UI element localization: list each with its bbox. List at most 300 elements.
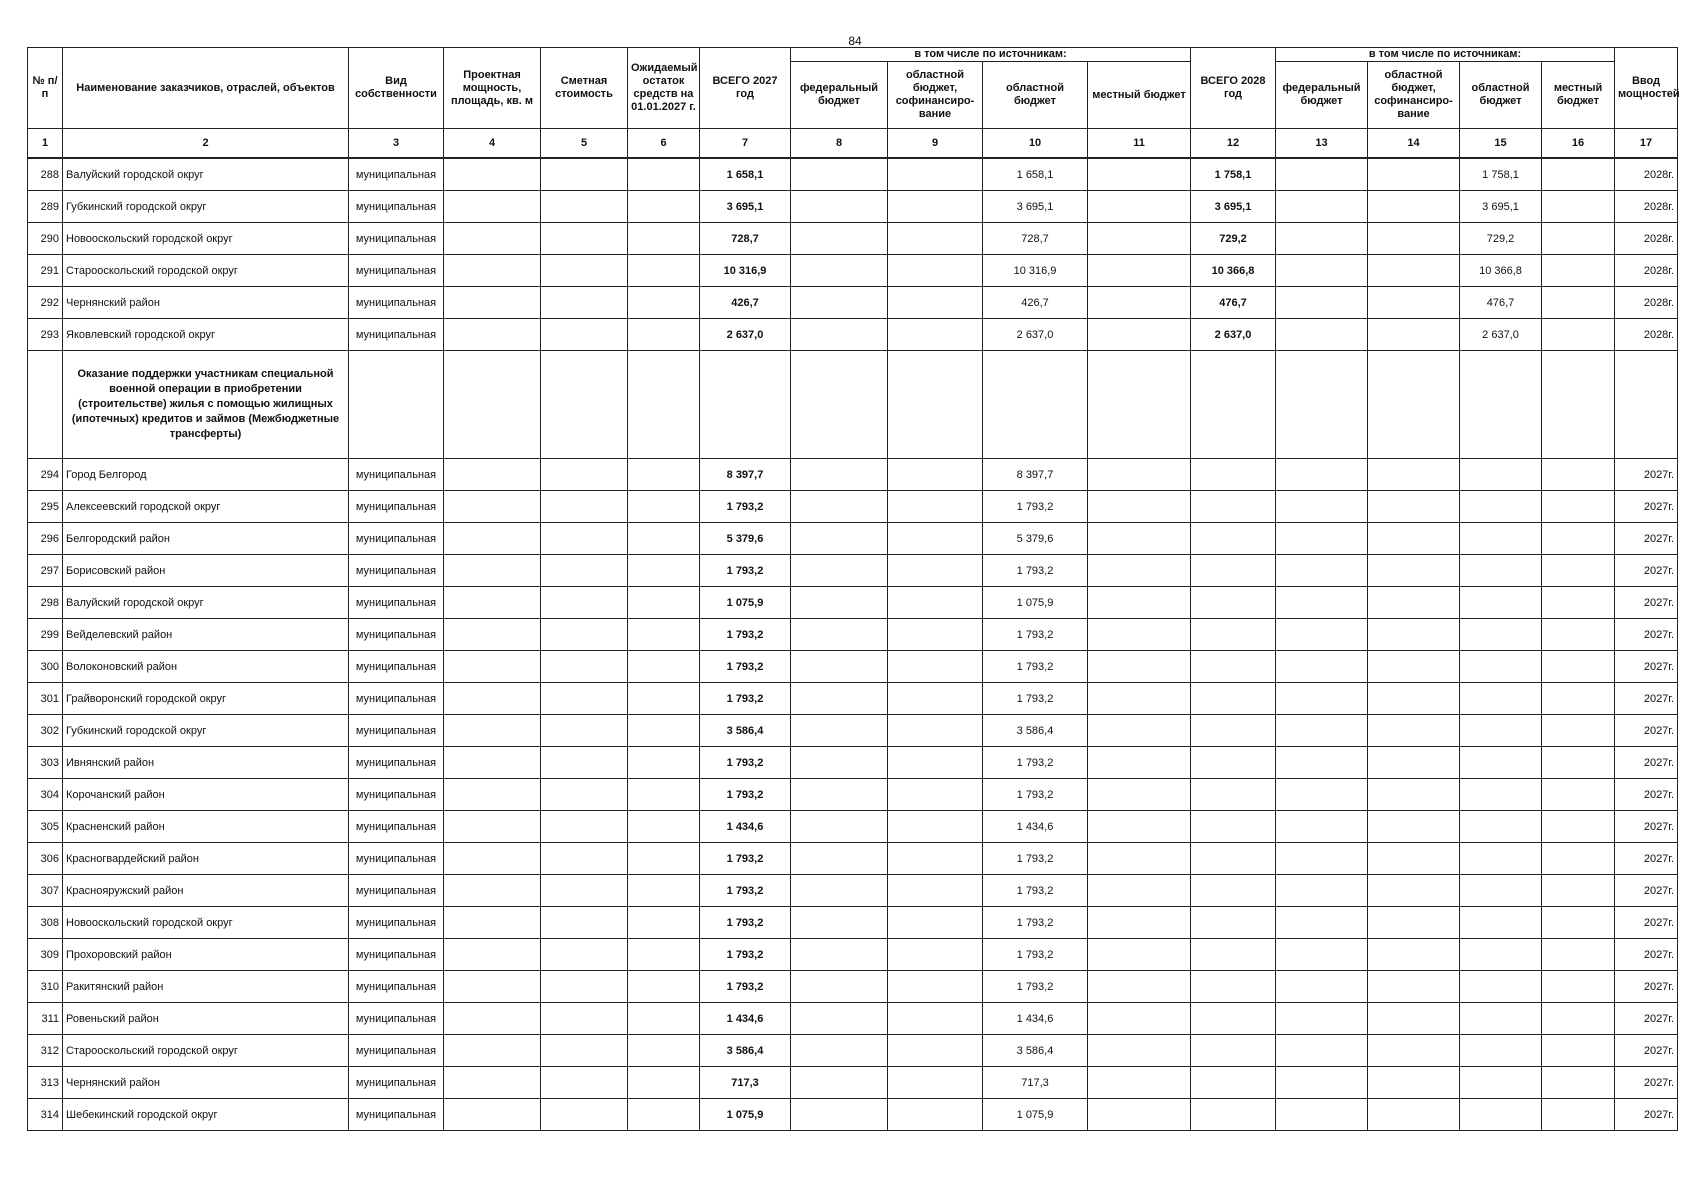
row-local-2027: [1088, 287, 1191, 319]
row-cofinancing-2027: [888, 971, 983, 1003]
col-number: 10: [983, 129, 1088, 159]
row-federal-2028: [1276, 223, 1368, 255]
row-estimated-cost: [541, 971, 628, 1003]
row-regional-2028: [1460, 875, 1542, 907]
row-cofinancing-2028: [1368, 523, 1460, 555]
row-commissioning: 2027г.: [1615, 651, 1678, 683]
row-cofinancing-2028: [1368, 651, 1460, 683]
table-row: [28, 619, 1678, 651]
row-regional-2027: 1 793,2: [983, 619, 1088, 651]
row-regional-2027: 1 793,2: [983, 491, 1088, 523]
row-total-2027: 1 075,9: [700, 1099, 791, 1131]
row-total-2027: 1 793,2: [700, 555, 791, 587]
row-total-2028: [1191, 523, 1276, 555]
row-federal-2028: [1276, 907, 1368, 939]
row-expected-balance: [628, 1067, 700, 1099]
row-local-2028: [1542, 491, 1615, 523]
row-cofinancing-2028: [1368, 491, 1460, 523]
col-header-expected-balance: Ожидаемый остаток средств на 01.01.2027 г.: [628, 48, 700, 129]
row-federal-2027: [791, 587, 888, 619]
row-capacity: [444, 651, 541, 683]
row-expected-balance: [628, 779, 700, 811]
row-expected-balance: [628, 555, 700, 587]
row-local-2028: [1542, 1099, 1615, 1131]
row-regional-2027: 426,7: [983, 287, 1088, 319]
row-regional-2027: 10 316,9: [983, 255, 1088, 287]
row-name: Чернянский район: [63, 1067, 349, 1099]
row-cofinancing-2027: [888, 459, 983, 491]
row-expected-balance: [628, 747, 700, 779]
row-federal-2027: [791, 875, 888, 907]
row-cofinancing-2027: [888, 715, 983, 747]
row-federal-2027: [791, 158, 888, 191]
row-commissioning: 2027г.: [1615, 811, 1678, 843]
row-total-2028: [1191, 907, 1276, 939]
row-cofinancing-2027: [888, 907, 983, 939]
row-total-2027: 1 793,2: [700, 843, 791, 875]
row-total-2027: 3 586,4: [700, 715, 791, 747]
row-number: 303: [28, 747, 63, 779]
row-federal-2027: [791, 1099, 888, 1131]
row-total-2027: 1 793,2: [700, 875, 791, 907]
row-expected-balance: [628, 287, 700, 319]
row-expected-balance: [628, 811, 700, 843]
row-regional-2027: 1 793,2: [983, 555, 1088, 587]
row-capacity: [444, 843, 541, 875]
row-estimated-cost: [541, 223, 628, 255]
row-expected-balance: [628, 223, 700, 255]
row-capacity: [444, 971, 541, 1003]
row-estimated-cost: [541, 587, 628, 619]
row-name: Новооскольский городской округ: [63, 907, 349, 939]
row-local-2027: [1088, 319, 1191, 351]
row-estimated-cost: [541, 319, 628, 351]
row-local-2028: [1542, 619, 1615, 651]
table-row: [28, 223, 1678, 255]
row-ownership: муниципальная: [349, 287, 444, 319]
row-expected-balance: [628, 939, 700, 971]
row-local-2028: [1542, 779, 1615, 811]
row-commissioning: 2027г.: [1615, 1003, 1678, 1035]
row-total-2028: [1191, 875, 1276, 907]
row-local-2027: [1088, 1067, 1191, 1099]
row-federal-2028: [1276, 683, 1368, 715]
row-name: Белгородский район: [63, 523, 349, 555]
row-local-2027: [1088, 619, 1191, 651]
row-estimated-cost: [541, 907, 628, 939]
row-expected-balance: [628, 715, 700, 747]
row-cofinancing-2027: [888, 779, 983, 811]
row-regional-2027: 1 075,9: [983, 1099, 1088, 1131]
row-federal-2028: [1276, 811, 1368, 843]
row-regional-2027: 3 586,4: [983, 715, 1088, 747]
row-total-2028: 2 637,0: [1191, 319, 1276, 351]
row-total-2027: 1 793,2: [700, 779, 791, 811]
row-cofinancing-2027: [888, 1067, 983, 1099]
row-capacity: [444, 491, 541, 523]
row-total-2027: 426,7: [700, 287, 791, 319]
row-name: Корочанский район: [63, 779, 349, 811]
col-header-local-2028: местный бюджет: [1542, 62, 1615, 129]
row-number: 293: [28, 319, 63, 351]
group-header-sources-2027: в том числе по источникам:: [791, 48, 1191, 62]
row-name: Борисовский район: [63, 555, 349, 587]
row-number: 291: [28, 255, 63, 287]
row-federal-2027: [791, 747, 888, 779]
row-commissioning: 2027г.: [1615, 1067, 1678, 1099]
row-total-2027: 1 793,2: [700, 491, 791, 523]
row-estimated-cost: [541, 683, 628, 715]
row-capacity: [444, 555, 541, 587]
row-regional-2027: 1 793,2: [983, 907, 1088, 939]
row-name: Ракитянский район: [63, 971, 349, 1003]
row-regional-2028: [1460, 1003, 1542, 1035]
table-row: [28, 1035, 1678, 1067]
row-local-2028: [1542, 939, 1615, 971]
row-local-2028: [1542, 747, 1615, 779]
row-regional-2027: 1 434,6: [983, 811, 1088, 843]
row-total-2027: 1 793,2: [700, 907, 791, 939]
row-ownership: муниципальная: [349, 747, 444, 779]
row-cofinancing-2027: [888, 491, 983, 523]
row-federal-2027: [791, 1067, 888, 1099]
row-name: Красненский район: [63, 811, 349, 843]
row-number: 308: [28, 907, 63, 939]
row-total-2027: 1 658,1: [700, 158, 791, 191]
row-regional-2028: [1460, 587, 1542, 619]
header-row-groups: [28, 48, 1678, 62]
row-local-2028: [1542, 223, 1615, 255]
row-total-2027: 8 397,7: [700, 459, 791, 491]
row-federal-2028: [1276, 587, 1368, 619]
row-federal-2027: [791, 255, 888, 287]
row-federal-2028: [1276, 619, 1368, 651]
row-commissioning: 2027г.: [1615, 683, 1678, 715]
row-cofinancing-2027: [888, 747, 983, 779]
budget-table: [27, 47, 1678, 1131]
row-cofinancing-2028: [1368, 587, 1460, 619]
row-cofinancing-2027: [888, 255, 983, 287]
row-regional-2028: 476,7: [1460, 287, 1542, 319]
col-number: 8: [791, 129, 888, 159]
row-ownership: муниципальная: [349, 459, 444, 491]
row-cofinancing-2027: [888, 651, 983, 683]
row-number: 309: [28, 939, 63, 971]
row-total-2027: 728,7: [700, 223, 791, 255]
row-capacity: [444, 1067, 541, 1099]
row-commissioning: 2027г.: [1615, 555, 1678, 587]
row-estimated-cost: [541, 1099, 628, 1131]
row-local-2028: [1542, 875, 1615, 907]
row-total-2028: 3 695,1: [1191, 191, 1276, 223]
row-federal-2027: [791, 907, 888, 939]
row-estimated-cost: [541, 459, 628, 491]
row-total-2027: 1 793,2: [700, 619, 791, 651]
row-name: Старооскольский городской округ: [63, 255, 349, 287]
row-total-2028: [1191, 779, 1276, 811]
row-local-2028: [1542, 459, 1615, 491]
row-total-2028: 1 758,1: [1191, 158, 1276, 191]
row-federal-2028: [1276, 939, 1368, 971]
row-regional-2028: 1 758,1: [1460, 158, 1542, 191]
row-capacity: [444, 223, 541, 255]
row-federal-2027: [791, 651, 888, 683]
row-ownership: муниципальная: [349, 319, 444, 351]
row-total-2028: [1191, 651, 1276, 683]
row-federal-2028: [1276, 1003, 1368, 1035]
row-name: Ивнянский район: [63, 747, 349, 779]
row-total-2027: 1 434,6: [700, 811, 791, 843]
row-expected-balance: [628, 875, 700, 907]
row-capacity: [444, 683, 541, 715]
row-cofinancing-2028: [1368, 907, 1460, 939]
row-cofinancing-2028: [1368, 747, 1460, 779]
row-total-2028: [1191, 939, 1276, 971]
row-federal-2027: [791, 683, 888, 715]
row-expected-balance: [628, 491, 700, 523]
col-header-name: Наименование заказчиков, отраслей, объектов: [63, 48, 349, 129]
row-name: Волоконовский район: [63, 651, 349, 683]
row-total-2028: 476,7: [1191, 287, 1276, 319]
row-regional-2028: [1460, 523, 1542, 555]
row-number: 302: [28, 715, 63, 747]
row-total-2027: 1 793,2: [700, 939, 791, 971]
table-row: [28, 939, 1678, 971]
row-federal-2027: [791, 843, 888, 875]
row-cofinancing-2028: [1368, 875, 1460, 907]
row-regional-2027: 1 793,2: [983, 779, 1088, 811]
row-expected-balance: [628, 651, 700, 683]
row-regional-2027: 3 695,1: [983, 191, 1088, 223]
row-estimated-cost: [541, 939, 628, 971]
row-ownership: муниципальная: [349, 255, 444, 287]
row-name: Город Белгород: [63, 459, 349, 491]
row-number: 292: [28, 287, 63, 319]
row-cofinancing-2027: [888, 158, 983, 191]
col-header-total-2027: ВСЕГО 2027 год: [700, 48, 791, 129]
row-local-2027: [1088, 747, 1191, 779]
row-commissioning: 2027г.: [1615, 907, 1678, 939]
table-row: [28, 875, 1678, 907]
row-ownership: муниципальная: [349, 587, 444, 619]
row-federal-2027: [791, 287, 888, 319]
row-ownership: муниципальная: [349, 191, 444, 223]
row-capacity: [444, 523, 541, 555]
row-commissioning: 2027г.: [1615, 779, 1678, 811]
row-total-2027: 1 434,6: [700, 1003, 791, 1035]
row-number: 311: [28, 1003, 63, 1035]
row-cofinancing-2028: [1368, 191, 1460, 223]
row-federal-2028: [1276, 747, 1368, 779]
row-estimated-cost: [541, 523, 628, 555]
col-number: 13: [1276, 129, 1368, 159]
row-number: 295: [28, 491, 63, 523]
col-header-total-2028: ВСЕГО 2028 год: [1191, 48, 1276, 129]
row-expected-balance: [628, 191, 700, 223]
col-number: 11: [1088, 129, 1191, 159]
row-federal-2027: [791, 971, 888, 1003]
row-regional-2028: [1460, 811, 1542, 843]
row-commissioning: 2028г.: [1615, 158, 1678, 191]
row-regional-2027: 1 793,2: [983, 651, 1088, 683]
row-local-2028: [1542, 971, 1615, 1003]
row-name: Чернянский район: [63, 287, 349, 319]
row-commissioning: 2027г.: [1615, 459, 1678, 491]
row-local-2027: [1088, 939, 1191, 971]
row-federal-2028: [1276, 715, 1368, 747]
table-row: [28, 651, 1678, 683]
row-expected-balance: [628, 843, 700, 875]
row-estimated-cost: [541, 1003, 628, 1035]
row-federal-2027: [791, 491, 888, 523]
row-local-2027: [1088, 875, 1191, 907]
row-number: 288: [28, 158, 63, 191]
row-federal-2028: [1276, 158, 1368, 191]
row-regional-2027: 1 658,1: [983, 158, 1088, 191]
row-federal-2028: [1276, 523, 1368, 555]
row-name: Вейделевский район: [63, 619, 349, 651]
row-capacity: [444, 1035, 541, 1067]
row-estimated-cost: [541, 1067, 628, 1099]
row-federal-2028: [1276, 779, 1368, 811]
row-estimated-cost: [541, 255, 628, 287]
row-cofinancing-2028: [1368, 158, 1460, 191]
group-header-sources-2028: в том числе по источникам:: [1276, 48, 1615, 62]
row-commissioning: 2027г.: [1615, 875, 1678, 907]
row-name: Ровеньский район: [63, 1003, 349, 1035]
row-local-2027: [1088, 1035, 1191, 1067]
row-ownership: муниципальная: [349, 555, 444, 587]
row-cofinancing-2027: [888, 683, 983, 715]
row-cofinancing-2027: [888, 555, 983, 587]
row-regional-2027: 1 434,6: [983, 1003, 1088, 1035]
col-number: 4: [444, 129, 541, 159]
row-federal-2027: [791, 619, 888, 651]
table-row: [28, 1003, 1678, 1035]
row-local-2028: [1542, 287, 1615, 319]
row-estimated-cost: [541, 715, 628, 747]
row-commissioning: 2028г.: [1615, 287, 1678, 319]
table-row: [28, 1067, 1678, 1099]
row-capacity: [444, 747, 541, 779]
row-local-2027: [1088, 683, 1191, 715]
row-total-2028: [1191, 1099, 1276, 1131]
row-cofinancing-2027: [888, 191, 983, 223]
row-total-2028: [1191, 683, 1276, 715]
row-commissioning: 2027г.: [1615, 491, 1678, 523]
row-number: 313: [28, 1067, 63, 1099]
row-commissioning: 2027г.: [1615, 715, 1678, 747]
row-local-2027: [1088, 223, 1191, 255]
row-ownership: муниципальная: [349, 523, 444, 555]
row-estimated-cost: [541, 779, 628, 811]
row-capacity: [444, 587, 541, 619]
row-total-2027: 1 793,2: [700, 651, 791, 683]
col-number: 1: [28, 129, 63, 159]
row-total-2027: 1 793,2: [700, 747, 791, 779]
row-name: Старооскольский городской округ: [63, 1035, 349, 1067]
row-expected-balance: [628, 523, 700, 555]
row-ownership: муниципальная: [349, 1003, 444, 1035]
row-expected-balance: [628, 683, 700, 715]
col-header-regional-2028: областной бюджет: [1460, 62, 1542, 129]
row-local-2027: [1088, 459, 1191, 491]
table-row: [28, 843, 1678, 875]
row-regional-2028: [1460, 971, 1542, 1003]
row-capacity: [444, 619, 541, 651]
row-regional-2027: 3 586,4: [983, 1035, 1088, 1067]
row-cofinancing-2027: [888, 523, 983, 555]
row-estimated-cost: [541, 811, 628, 843]
row-cofinancing-2028: [1368, 255, 1460, 287]
row-ownership: муниципальная: [349, 939, 444, 971]
row-federal-2028: [1276, 287, 1368, 319]
row-regional-2028: [1460, 747, 1542, 779]
row-regional-2028: [1460, 939, 1542, 971]
row-total-2028: [1191, 715, 1276, 747]
col-number: 9: [888, 129, 983, 159]
row-number: 304: [28, 779, 63, 811]
row-cofinancing-2028: [1368, 715, 1460, 747]
table-row: [28, 491, 1678, 523]
row-total-2028: [1191, 811, 1276, 843]
row-estimated-cost: [541, 491, 628, 523]
row-total-2027: 1 075,9: [700, 587, 791, 619]
row-federal-2027: [791, 223, 888, 255]
row-number: 312: [28, 1035, 63, 1067]
col-header-commissioning: Ввод мощностей: [1615, 48, 1678, 129]
row-number: 300: [28, 651, 63, 683]
row-estimated-cost: [541, 747, 628, 779]
row-capacity: [444, 907, 541, 939]
row-local-2027: [1088, 1099, 1191, 1131]
table-row: [28, 158, 1678, 191]
table-row: [28, 555, 1678, 587]
row-federal-2027: [791, 779, 888, 811]
table-body-2027-rows: [28, 459, 1678, 1131]
row-total-2028: [1191, 971, 1276, 1003]
row-number: 305: [28, 811, 63, 843]
row-commissioning: 2028г.: [1615, 191, 1678, 223]
col-header-ownership: Вид собственности: [349, 48, 444, 129]
row-total-2028: [1191, 459, 1276, 491]
row-capacity: [444, 1003, 541, 1035]
row-capacity: [444, 158, 541, 191]
row-capacity: [444, 875, 541, 907]
row-local-2027: [1088, 191, 1191, 223]
row-regional-2028: [1460, 619, 1542, 651]
row-total-2028: 10 366,8: [1191, 255, 1276, 287]
row-commissioning: 2027г.: [1615, 747, 1678, 779]
table-row: [28, 747, 1678, 779]
row-expected-balance: [628, 971, 700, 1003]
table-row: [28, 811, 1678, 843]
row-number: 301: [28, 683, 63, 715]
row-local-2028: [1542, 907, 1615, 939]
row-expected-balance: [628, 158, 700, 191]
table-row: [28, 523, 1678, 555]
row-cofinancing-2027: [888, 939, 983, 971]
row-capacity: [444, 811, 541, 843]
row-ownership: муниципальная: [349, 779, 444, 811]
row-cofinancing-2027: [888, 1003, 983, 1035]
row-estimated-cost: [541, 555, 628, 587]
row-cofinancing-2028: [1368, 1099, 1460, 1131]
row-name: Губкинский городской округ: [63, 191, 349, 223]
row-ownership: муниципальная: [349, 683, 444, 715]
row-federal-2027: [791, 811, 888, 843]
col-header-cofinancing-2028: областной бюджет, софинансиро-вание: [1368, 62, 1460, 129]
